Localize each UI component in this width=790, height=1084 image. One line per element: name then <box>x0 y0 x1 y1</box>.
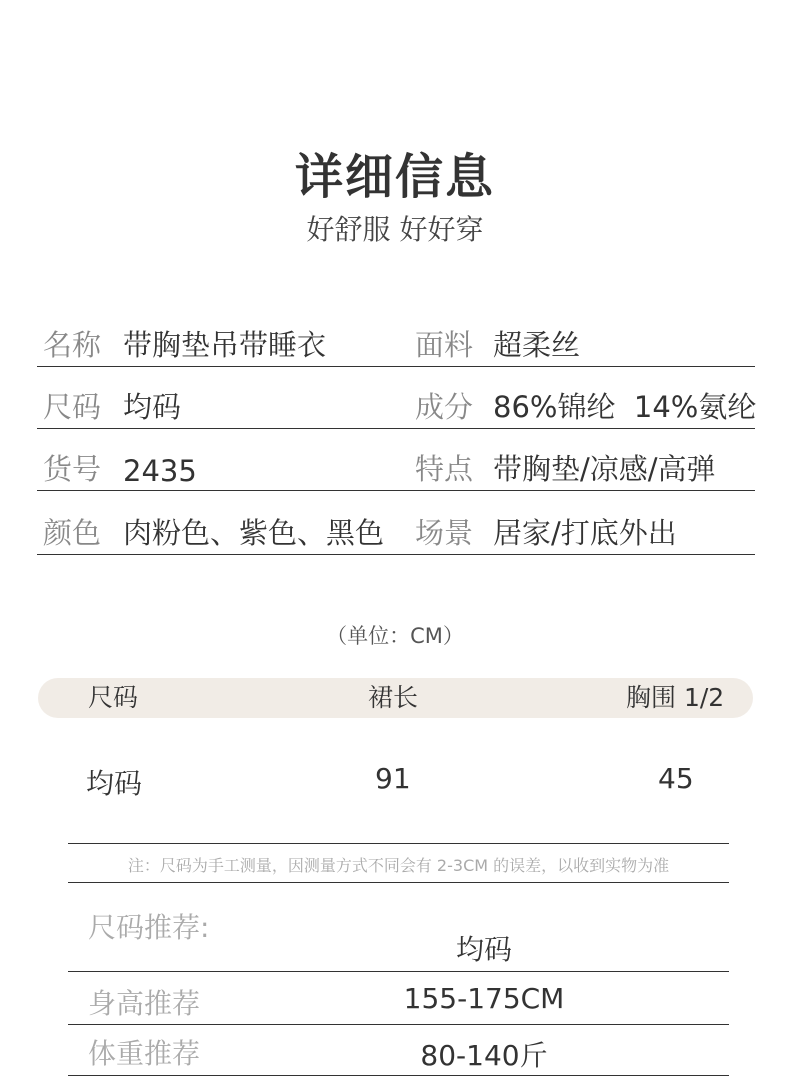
info-value-size: 均码 <box>123 390 182 424</box>
size-cell-length: 91 <box>375 762 411 795</box>
info-row-size <box>37 371 755 429</box>
info-value-name: 带胸垫吊带睡衣 <box>123 328 327 362</box>
measurement-note: 注：尺码为手工测量，因测量方式不同会有 2-3CM 的误差，以收到实物为准 <box>127 856 670 875</box>
divider <box>37 428 755 429</box>
weight-value: 80-140斤 <box>420 1039 548 1072</box>
info-label-size: 尺码 <box>43 390 102 424</box>
divider <box>68 1024 729 1025</box>
info-row-name <box>37 309 755 367</box>
divider <box>68 1075 729 1076</box>
divider <box>37 366 755 367</box>
info-row-color <box>37 497 755 555</box>
divider <box>37 490 755 491</box>
info-row-sku <box>37 433 755 491</box>
info-value-color: 肉粉色、紫色、黑色 <box>123 516 385 550</box>
info-label-features: 特点 <box>415 452 474 486</box>
divider <box>68 843 729 844</box>
divider <box>68 882 729 883</box>
info-value-fabric: 超柔丝 <box>493 328 581 362</box>
info-label-scene: 场景 <box>415 516 474 550</box>
info-label-name: 名称 <box>43 328 102 362</box>
info-label-fabric: 面料 <box>415 328 474 362</box>
divider <box>68 971 729 972</box>
size-header-bust: 胸围 1/2 <box>626 683 725 712</box>
height-label: 身高推荐 <box>88 987 201 1020</box>
size-header-size: 尺码 <box>88 683 139 712</box>
page-title: 详细信息 <box>294 149 495 205</box>
info-value-composition: 86%锦纶 14%氨纶 <box>493 390 757 424</box>
size-cell-bust: 45 <box>658 762 694 795</box>
info-label-sku: 货号 <box>43 452 102 486</box>
page-subtitle: 好舒服 好好穿 <box>306 213 484 246</box>
weight-label: 体重推荐 <box>88 1037 201 1070</box>
info-value-features: 带胸垫/凉感/高弹 <box>493 452 716 486</box>
info-label-composition: 成分 <box>415 390 474 424</box>
info-value-scene: 居家/打底外出 <box>493 516 677 550</box>
info-label-color: 颜色 <box>43 516 102 550</box>
size-header-length: 裙长 <box>368 683 419 712</box>
unit-label: （单位：CM） <box>326 624 464 648</box>
divider <box>37 554 755 555</box>
recommend-size: 均码 <box>455 933 512 966</box>
info-value-sku: 2435 <box>123 454 197 488</box>
recommend-label: 尺码推荐: <box>88 911 210 944</box>
height-value: 155-175CM <box>403 982 565 1015</box>
size-cell-size: 均码 <box>86 767 143 800</box>
